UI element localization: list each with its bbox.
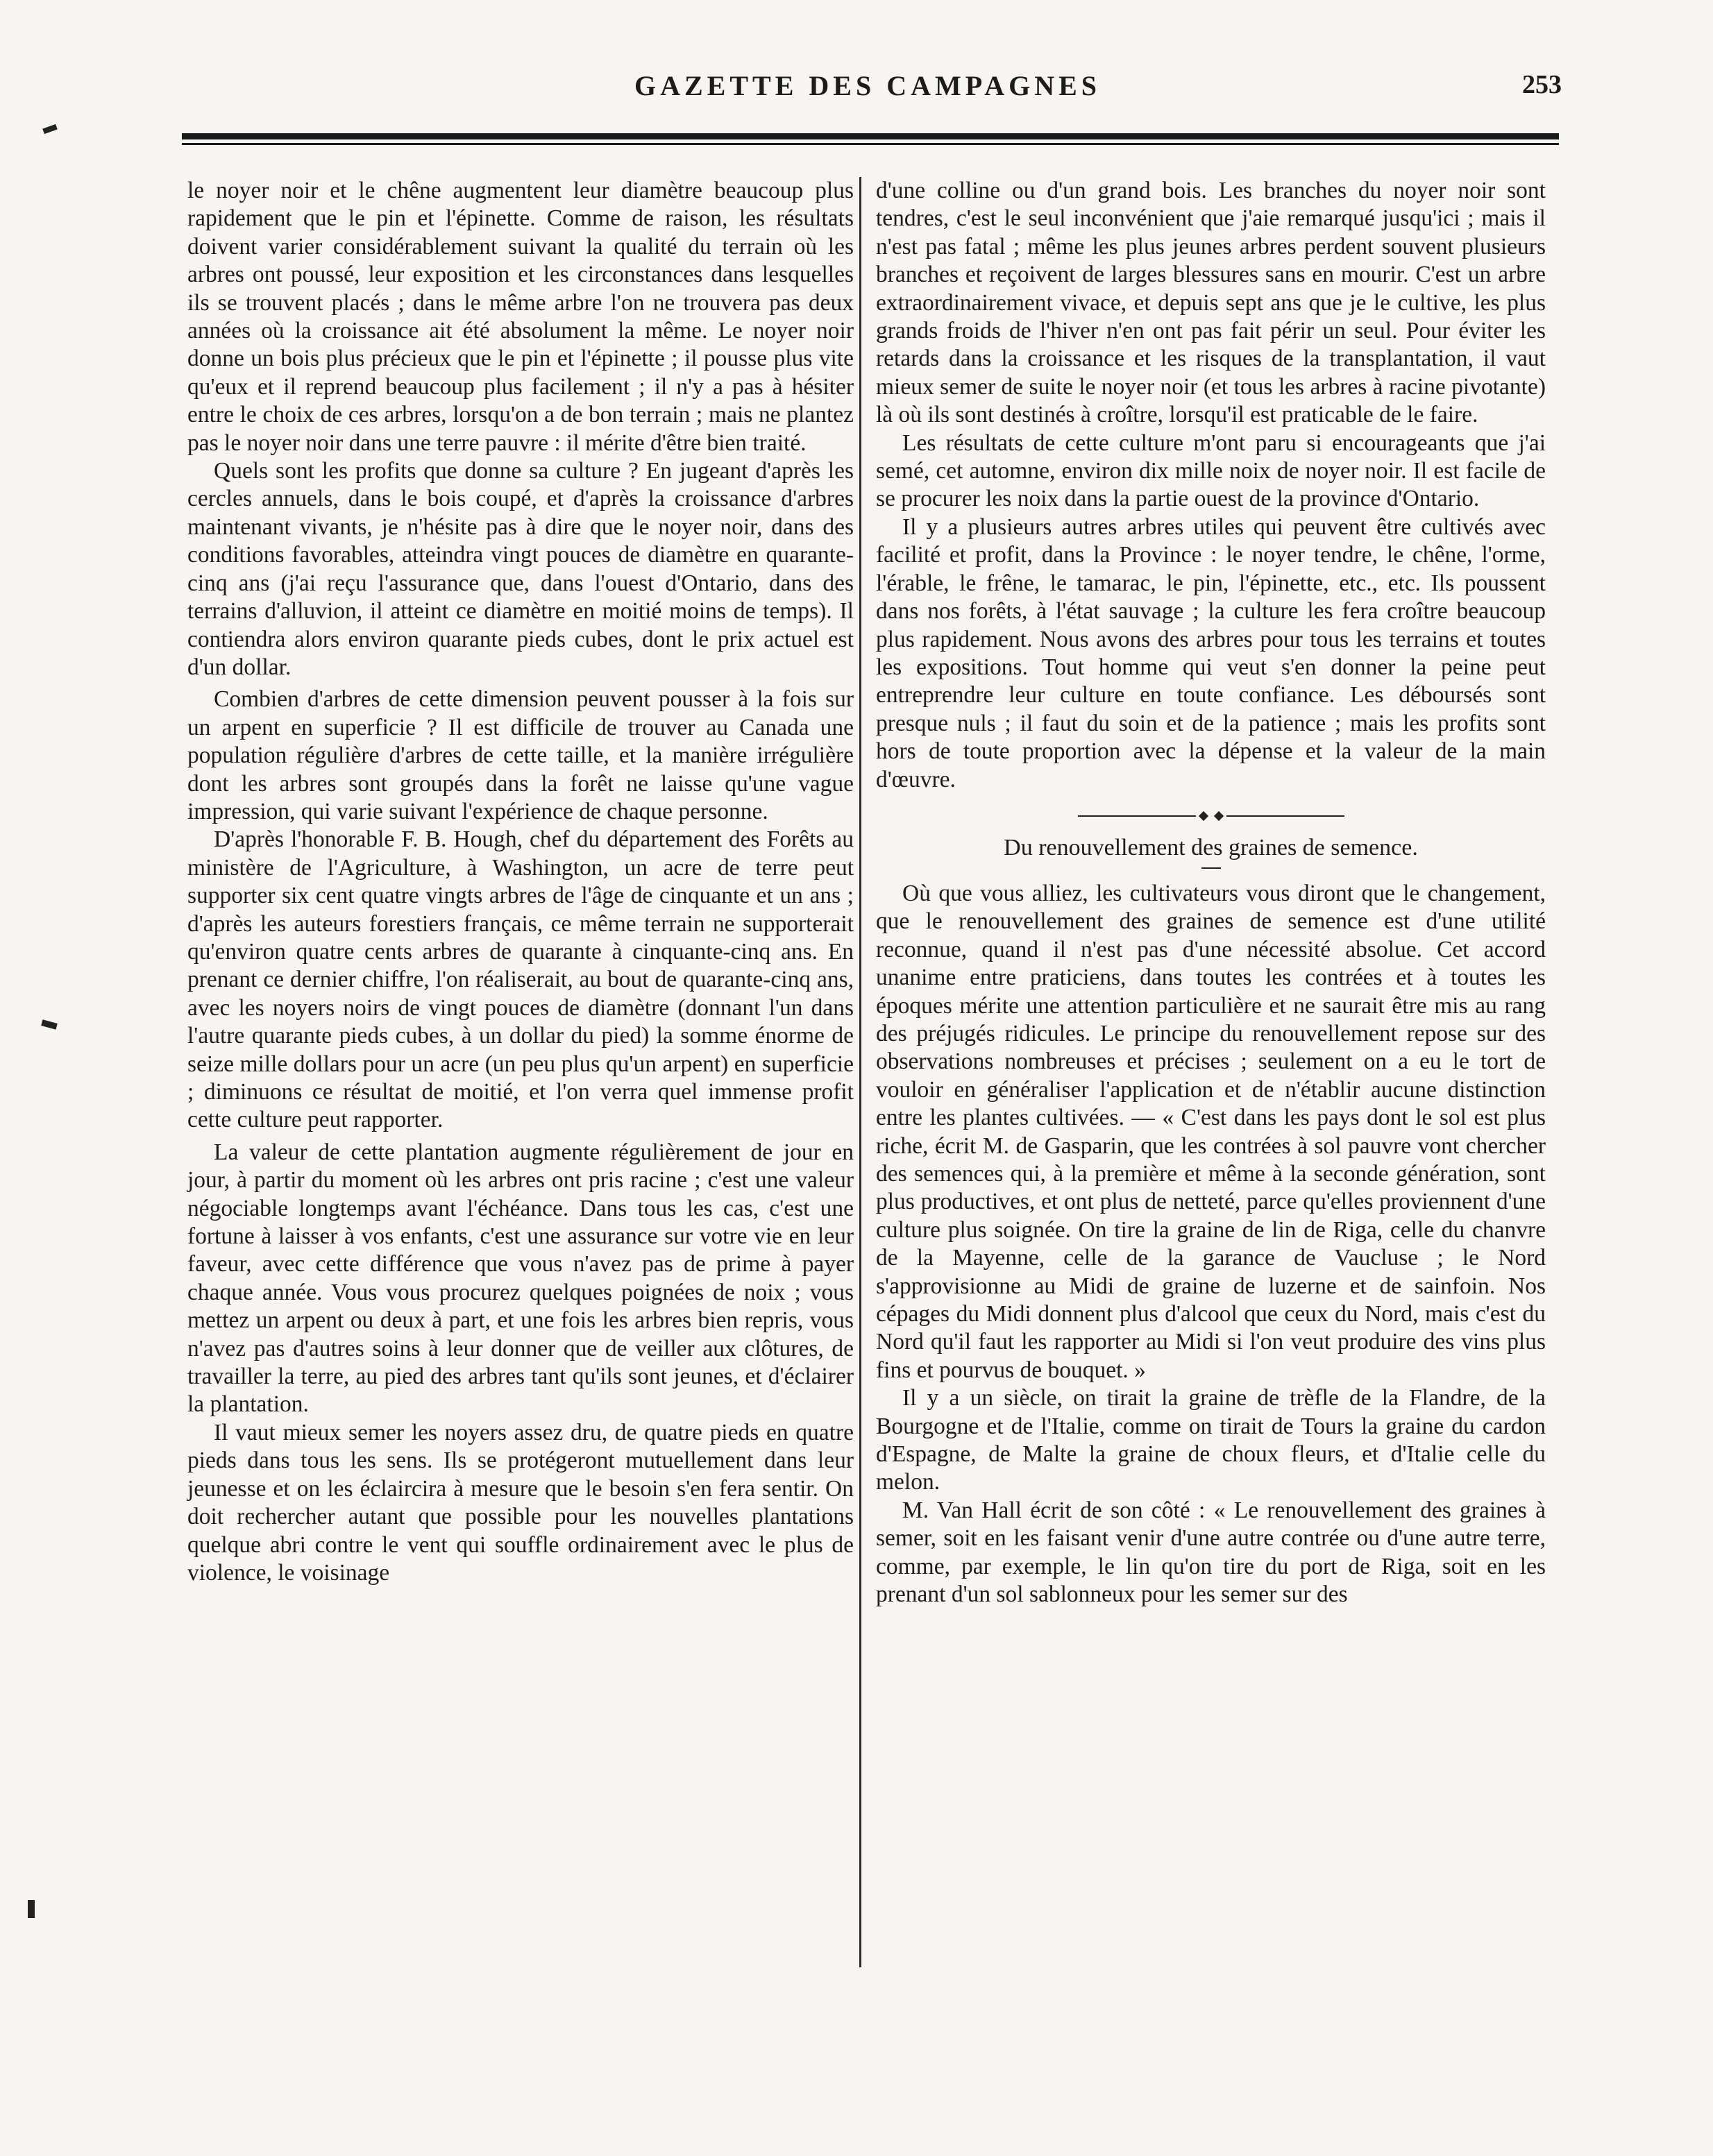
right-paragraph-5: Il y a un siècle, on tirait la graine de trèfle de la Flandre, de la Bourgogne et de l'Italie, comme on tirait de Tours la graine du cardon d'Espagne, de Malte la graine de choux fleurs, et d'Italie celle du melon. — [876, 1385, 1546, 1495]
page-header — [180, 69, 1562, 111]
left-paragraph-1: le noyer noir et le chêne augmentent leur diamètre beaucoup plus rapidement que le pin et l'épinette. Comme de raison, les résultats doivent varier considérablement suivant la qualité du terrain où les arbres ont poussé, leur exposition et les circonstances dans lesquelles ils se trouvent placés ; dans le même arbre l'on ne trouvera pas deux années où la croissance ait été absolument la même. Le noyer noir donne un bois plus précieux que le pin et l'épinette ; il pousse plus vite qu'eux et il reprend beaucoup plus facilement ; il n'y a pas à hésiter entre le choix de ces arbres, lorsqu'on a de bon terrain ; mais ne plantez pas le noyer noir dans une terre pauvre : il mérite d'être bien traité. — [187, 178, 854, 456]
header-rule-thick — [182, 133, 1559, 139]
section-title: Du renouvellement des graines de semence. — [1004, 834, 1418, 860]
right-column — [876, 177, 1546, 1609]
right-paragraph-3: Il y a plusieurs autres arbres utiles qui peuvent être cultivés avec facilité et profit, dans la Province : le noyer tendre, le chêne, l'orme, l'érable, le frêne, le tamarac, le pin, l'épinette, etc., etc. Ils poussent dans nos forêts, à l'état sauvage ; la culture les fera croître beaucoup plus rapidement. Nous avons des arbres pour tous les terrains et toutes les expositions. Tout homme qui veut s'en donner la peine peut entreprendre leur culture en toute confiance. Les déboursés sont presque nuls ; il faut du soin et de la patience ; mais les profits sont hors de toute proportion avec la dépense et la valeur de la main d'œuvre. — [876, 513, 1546, 792]
left-column — [187, 177, 854, 1587]
ink-speck — [28, 1900, 35, 1918]
column-divider — [859, 177, 861, 1967]
left-paragraph-5: La valeur de cette plantation augmente régulièrement de jour en jour, à partir du moment où les arbres ont pris racine ; c'est une valeur négociable longtemps avant l'échéance. Dans tous les cas, c'est une fortune à laisser à vos enfants, c'est une assurance sur votre vie en leur faveur, avec cette différence que vous n'avez pas de prime à payer chaque année. Vous vous procurez quelques poignées de noix ; vous mettez un arpent ou deux à part, et une fois les arbres bien repris, vous n'avez pas d'autres soins à leur donner que de veiller aux clôtures, de travailler la terre, au pied des arbres tant qu'ils sont jeunes, et d'éclairer la plantation. — [187, 1139, 854, 1418]
ornament-line-right — [1226, 815, 1344, 817]
section-title-rule — [1201, 867, 1221, 869]
left-paragraph-4: D'après l'honorable F. B. Hough, chef du département des Forêts au ministère de l'Agriculture, à Washington, un acre de terre peut supporter six cent quatre vingts arbres de l'âge de cinquante et un ans ; d'après les auteurs forestiers français, ce même terrain ne supporterait qu'environ quatre cents arbres de quarante à cinquante-cinq ans. En prenant ce dernier chiffre, l'on réaliserait, au bout de quarante-cinq ans, avec les noyers noirs de vingt pouces de diamètre (donnant l'un dans l'autre quarante pieds cubes, à un dollar du pied) la somme énorme de seize mille dollars pour un acre (un peu plus qu'un arpent) en superficie ; diminuons ce résultat de moitié, et l'on verra quel immense profit cette culture peut rapporter. — [187, 826, 854, 1133]
left-paragraph-3: Combien d'arbres de cette dimension peuvent pousser à la fois sur un arpent en superficie ? Il est difficile de trouver au Canada une population régulière d'arbres de cette taille, et la manière irrégulière dont les arbres sont groupés dans la forêt ne laisse qu'une vague impression, qui varie suivant l'expérience de chaque personne. — [187, 686, 854, 824]
right-paragraph-2: Les résultats de cette culture m'ont paru si encourageants que j'ai semé, cet automne, environ dix mille noix de noyer noir. Il est facile de se procurer les noix dans la partie ouest de la province d'Ontario. — [876, 430, 1546, 512]
section-ornament — [876, 801, 1546, 831]
left-paragraph-2: Quels sont les profits que donne sa culture ? En jugeant d'après les cercles annuels, dans le bois coupé, et d'après la croissance d'arbres maintenant vivants, je n'hésite pas à dire que le noyer noir, dans des conditions favorables, atteindra vingt pouces de diamètre en quarante-cinq ans (j'ai reçu l'assurance que, dans l'ouest d'Ontario, dans des terrains d'alluvion, il atteint ce diamètre en moitié moins de temps). Il contiendra alors environ quarante pieds cubes, dont le prix actuel est d'un dollar. — [187, 458, 854, 680]
ornament-diamond — [1198, 811, 1208, 821]
ink-speck — [41, 1019, 58, 1029]
page-number: 253 — [1522, 70, 1562, 99]
ink-speck — [42, 124, 58, 134]
ornament-diamond — [1213, 811, 1223, 821]
ornament-line-left — [1078, 815, 1196, 817]
right-paragraph-1: d'une colline ou d'un grand bois. Les branches du noyer noir sont tendres, c'est le seul inconvénient que j'aie remarqué jusqu'ici ; mais il n'est pas fatal ; même les plus jeunes arbres perdent souvent plusieurs branches et reçoivent de larges blessures sans en mourir. C'est un arbre extraordinairement vivace, et depuis sept ans que je le cultive, les plus grands froids de l'hiver n'en ont pas fait périr un seul. Pour éviter les retards dans la croissance et les risques de la transplantation, il vaut mieux semer de suite le noyer noir (et tous les arbres à racine pivotante) là où ils sont destinés à croître, lorsqu'il est praticable de le faire. — [876, 178, 1546, 428]
right-paragraph-6: M. Van Hall écrit de son côté : « Le renouvellement des graines à semer, soit en les faisant venir d'une autre contrée ou d'une autre terre, comme, par exemple, le lin qu'on tire du port de Riga, soit en les prenant d'un sol sablonneux pour les semer sur des — [876, 1497, 1546, 1608]
header-rule-thin — [182, 143, 1559, 145]
publication-title: GAZETTE DES CAMPAGNES — [634, 70, 1101, 101]
left-paragraph-6: Il vaut mieux semer les noyers assez dru, de quatre pieds en quatre pieds dans tous les sens. Ils se protégeront mutuellement dans leur jeunesse et on les éclaircira à mesure que le besoin s'en fera sentir. On doit rechercher autant que possible pour les nouvelles plantations quelque abri contre le vent qui souffle ordinairement avec le plus de violence, le voisinage — [187, 1419, 854, 1586]
right-paragraph-4: Où que vous alliez, les cultivateurs vous diront que le changement, que le renouvellement des graines de semence est d'une utilité reconnue, quand il n'est pas d'une nécessité absolue. Cet accord unanime entre praticiens, dans toutes les contrées et à toutes les époques mérite une attention particulière et ne saurait être mis au rang des préjugés ridicules. Le principe du renouvellement repose sur des observations nombreuses et précises ; seulement on a eu le tort de vouloir en généraliser l'application et de n'établir aucune distinction entre les plantes cultivées. — « C'est dans les pays dont le sol est plus riche, écrit M. de Gasparin, que les contrées à sol pauvre vont chercher des semences qui, à la première et même à la seconde génération, sont plus productives, et ont plus de netteté, parce qu'elles proviennent d'une culture plus soignée. On tire la graine de lin de Riga, celle du chanvre de la Mayenne, celle de la garance de Vaucluse ; le Nord s'approvisionne au Midi de graine de luzerne et de sainfoin. Nos cépages du Midi donnent plus d'alcool que ceux du Nord, mais c'est du Nord qu'il faut les rapporter au Midi si l'on veut produire des vins plus fins et pourvus de bouquet. » — [876, 880, 1546, 1383]
